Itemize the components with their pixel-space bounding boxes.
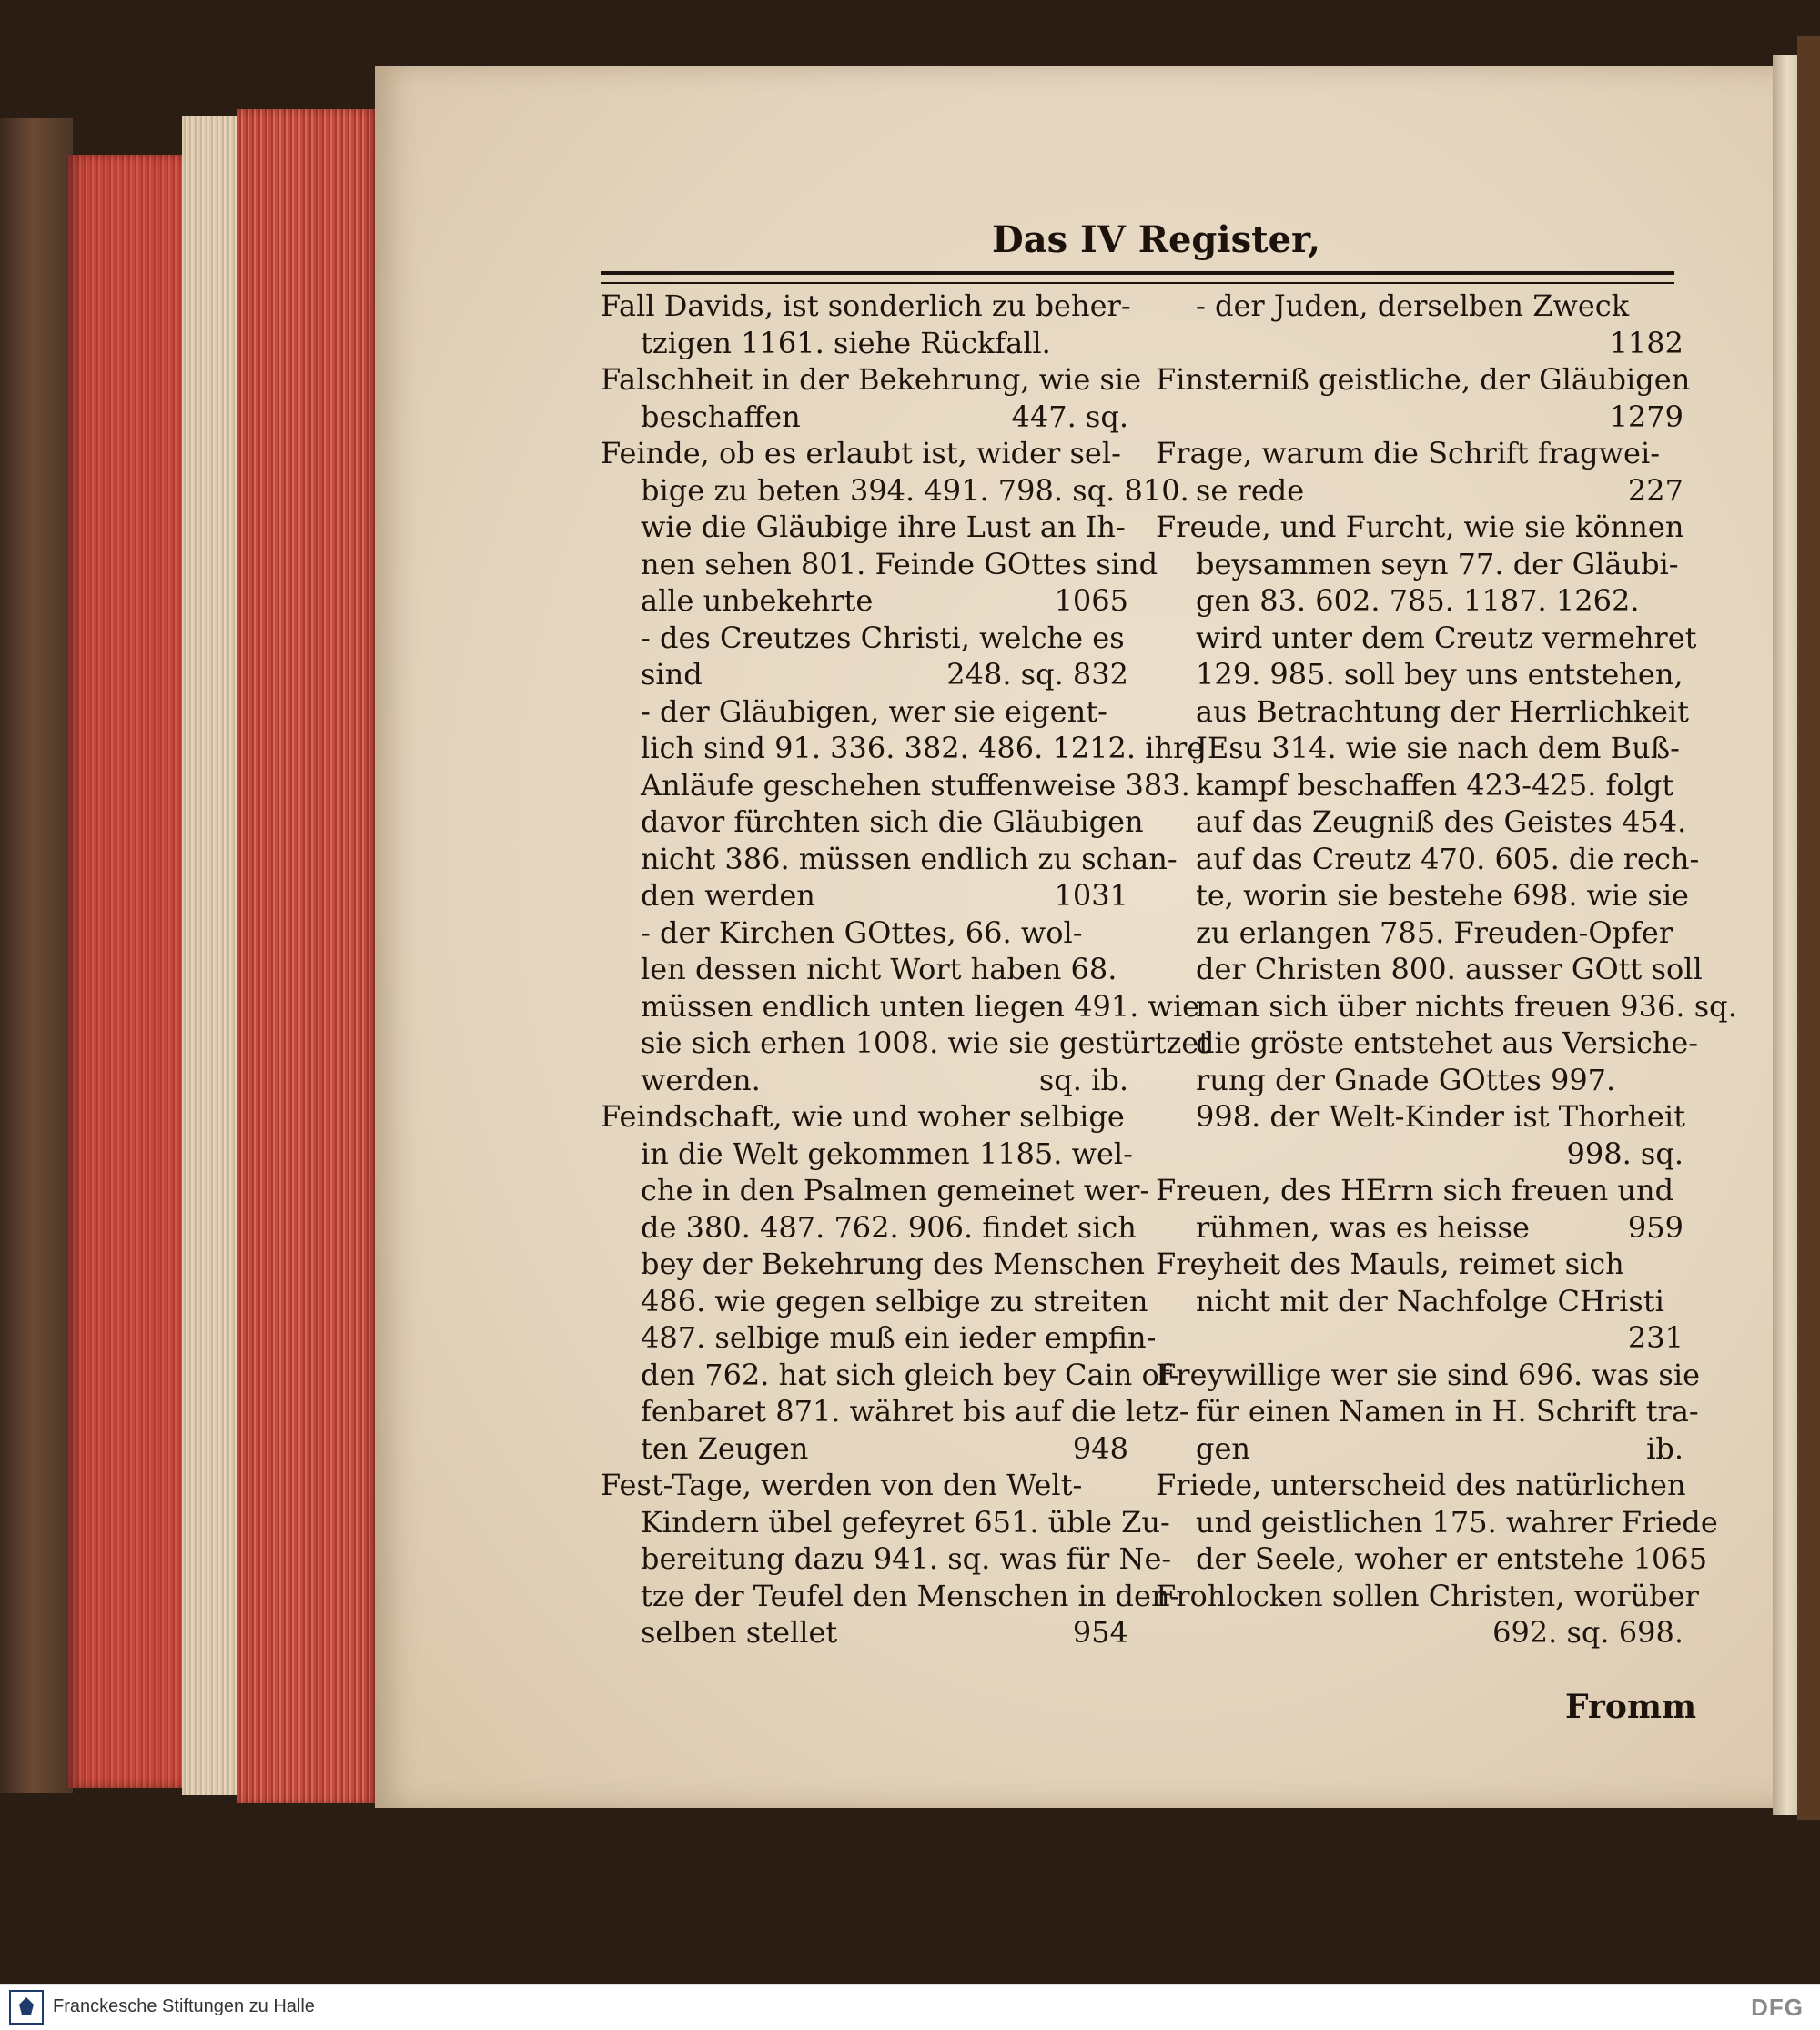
index-page-ref: sq. ib. bbox=[1038, 1062, 1128, 1097]
index-line-text: zu erlangen 785. Freuden-Opfer bbox=[1196, 914, 1673, 950]
index-line-text: Freywillige wer sie sind 696. was sie bbox=[1156, 1357, 1700, 1392]
index-line bbox=[1156, 841, 1700, 878]
index-line bbox=[1156, 1357, 1700, 1394]
index-page-ref: 1031 bbox=[1054, 878, 1128, 913]
index-line-text: Feinde, ob es erlaubt ist, wider sel- bbox=[601, 436, 1121, 470]
index-line-text: 998. sq. bbox=[1566, 1136, 1684, 1171]
index-line bbox=[601, 1136, 1133, 1173]
index-line bbox=[601, 803, 1144, 841]
index-line-text: man sich über nichts freuen 936. sq. bbox=[1196, 988, 1737, 1024]
index-line bbox=[601, 1430, 1128, 1468]
index-line bbox=[601, 877, 1128, 914]
index-line bbox=[601, 1578, 1180, 1615]
index-line bbox=[1156, 1283, 1684, 1320]
index-line bbox=[1156, 656, 1684, 693]
index-line bbox=[601, 582, 1128, 620]
index-line-text: bey der Bekehrung des Menschen bbox=[641, 1247, 1145, 1281]
index-line bbox=[1156, 1172, 1684, 1209]
index-line-text: nen sehen 801. Feinde GOttes sind bbox=[641, 546, 1158, 581]
index-line-text: 1279 bbox=[1609, 399, 1684, 434]
index-line bbox=[601, 1246, 1145, 1283]
index-line bbox=[1156, 877, 1689, 914]
index-line-text: der Seele, woher er entstehe 1065 bbox=[1196, 1541, 1708, 1576]
index-line bbox=[601, 914, 1128, 952]
index-line-text: 487. selbige muß ein ieder empfin- bbox=[641, 1320, 1157, 1355]
index-line-text: aus Betrachtung der Herrlichkeit bbox=[1196, 693, 1689, 729]
index-line-text: che in den Psalmen gemeinet wer- bbox=[641, 1173, 1150, 1207]
index-line-text: Freuen, des HErrn sich freuen und bbox=[1156, 1173, 1674, 1207]
index-line bbox=[601, 841, 1178, 878]
index-line-text: kampf beschaffen 423-425. folgt bbox=[1196, 767, 1674, 803]
index-page-ref: 948 bbox=[1072, 1430, 1128, 1466]
index-line-text: Frohlocken sollen Christen, worüber bbox=[1156, 1578, 1699, 1613]
index-line-text: lich sind 91. 336. 382. 486. 1212. ihre bbox=[641, 731, 1205, 765]
index-column-right bbox=[1156, 288, 1737, 1651]
book-cover-right bbox=[1797, 36, 1820, 1820]
index-line bbox=[1156, 1430, 1684, 1468]
index-line-text: rühmen, was es heisse bbox=[1196, 1209, 1530, 1245]
index-line bbox=[1156, 1319, 1684, 1357]
index-line-text: Freude, und Furcht, wie sie können bbox=[1156, 510, 1684, 544]
index-line-text: Fest-Tage, werden von den Welt- bbox=[601, 1468, 1083, 1502]
viewer-footer bbox=[0, 1984, 1820, 2030]
index-page-ref: 1065 bbox=[1054, 583, 1128, 618]
index-line bbox=[1156, 693, 1689, 731]
index-line bbox=[1156, 730, 1684, 767]
index-line-text: 998. der Welt-Kinder ist Thorheit bbox=[1196, 1099, 1685, 1134]
index-line bbox=[1156, 546, 1684, 583]
index-line bbox=[601, 693, 1128, 731]
index-line bbox=[601, 361, 1142, 399]
index-line bbox=[601, 1614, 1128, 1651]
index-line-text: 231 bbox=[1627, 1320, 1684, 1355]
index-line-text: bereitung dazu 941. sq. was für Ne- bbox=[641, 1541, 1172, 1576]
index-line bbox=[1156, 1578, 1699, 1615]
page-stack-red-edge bbox=[237, 109, 378, 1803]
institution-name[interactable]: Franckesche Stiftungen zu Halle bbox=[53, 1996, 315, 2016]
index-line-text: die gröste entstehet aus Versiche- bbox=[1196, 1025, 1699, 1060]
index-column-left bbox=[601, 288, 1211, 1651]
index-line bbox=[601, 1062, 1128, 1099]
index-line-text: 1182 bbox=[1609, 325, 1684, 360]
index-line-text: len dessen nicht Wort haben 68. bbox=[641, 952, 1117, 986]
index-line-text: Anläufe geschehen stuffenweise 383. bbox=[641, 767, 1190, 803]
index-line bbox=[601, 620, 1128, 657]
index-line bbox=[601, 1172, 1150, 1209]
index-line bbox=[601, 1025, 1211, 1062]
index-line bbox=[1156, 1098, 1684, 1136]
index-line-text: - der Gläubigen, wer sie eigent- bbox=[641, 693, 1107, 729]
index-line bbox=[601, 435, 1128, 472]
index-line bbox=[1156, 399, 1684, 436]
index-line-text: Frage, warum die Schrift fragwei- bbox=[1156, 436, 1660, 470]
index-line-text: JEsu 314. wie sie nach dem Buß- bbox=[1196, 731, 1680, 765]
index-line bbox=[1156, 325, 1684, 362]
index-line bbox=[601, 1098, 1128, 1136]
index-line bbox=[601, 656, 1128, 693]
index-page-ref: 447. sq. bbox=[1011, 399, 1128, 434]
index-line-text: alle unbekehrte bbox=[641, 583, 874, 618]
index-line-text: den werden bbox=[641, 878, 815, 913]
index-line-text: selben stellet bbox=[641, 1615, 838, 1650]
header-rule bbox=[601, 271, 1674, 284]
index-line-text: de 380. 487. 762. 906. findet sich bbox=[641, 1209, 1137, 1245]
index-line bbox=[1156, 435, 1684, 472]
index-line bbox=[1156, 1136, 1684, 1173]
index-line bbox=[601, 1357, 1179, 1394]
index-line-text: - des Creutzes Christi, welche es bbox=[641, 620, 1125, 655]
index-line bbox=[1156, 582, 1684, 620]
index-line bbox=[1156, 1393, 1699, 1430]
index-line-text: Friede, unterscheid des natürlichen bbox=[1156, 1468, 1686, 1502]
index-line-text: auf das Creutz 470. 605. die rech- bbox=[1196, 841, 1700, 876]
index-line bbox=[1156, 951, 1703, 988]
index-line bbox=[601, 1540, 1172, 1578]
index-line-text: und geistlichen 175. wahrer Friede bbox=[1196, 1504, 1718, 1540]
index-line bbox=[1156, 767, 1684, 804]
index-line bbox=[1156, 1614, 1684, 1651]
index-line-text: beschaffen bbox=[641, 399, 801, 434]
index-line-text: der Christen 800. ausser GOtt soll bbox=[1196, 952, 1703, 986]
index-line bbox=[601, 288, 1131, 325]
index-line-text: fenbaret 871. währet bis auf die letz- bbox=[641, 1394, 1189, 1429]
index-line-text: ten Zeugen bbox=[641, 1430, 809, 1466]
index-line bbox=[1156, 620, 1697, 657]
index-line bbox=[1156, 1540, 1708, 1578]
index-line-text: davor fürchten sich die Gläubigen bbox=[641, 804, 1144, 839]
index-line-text: se rede bbox=[1196, 472, 1305, 508]
index-line bbox=[601, 546, 1158, 583]
index-line bbox=[1156, 509, 1684, 546]
index-line-text: gen 83. 602. 785. 1187. 1262. bbox=[1196, 583, 1640, 618]
index-line bbox=[601, 951, 1128, 988]
index-line bbox=[601, 1504, 1170, 1541]
index-line-text: Falschheit in der Bekehrung, wie sie bbox=[601, 362, 1142, 397]
index-line-text: bige zu beten 394. 491. 798. sq. 810. bbox=[641, 472, 1189, 508]
index-page-ref: 227 bbox=[1627, 472, 1684, 508]
book-cover-left bbox=[0, 118, 73, 1793]
index-page-ref: 954 bbox=[1072, 1615, 1128, 1650]
index-line-text: Fall Davids, ist sonderlich zu beher- bbox=[601, 288, 1131, 323]
index-line-text: 486. wie gegen selbige zu streiten bbox=[641, 1283, 1148, 1318]
index-line bbox=[1156, 361, 1691, 399]
index-line bbox=[1156, 288, 1684, 325]
running-head: Das IV Register, bbox=[992, 218, 1321, 261]
index-line bbox=[1156, 803, 1687, 841]
index-line bbox=[1156, 1062, 1684, 1099]
index-line bbox=[601, 1393, 1189, 1430]
index-line-text: auf das Zeugniß des Geistes 454. bbox=[1196, 804, 1687, 839]
index-line bbox=[601, 325, 1128, 362]
index-line-text: werden. bbox=[641, 1062, 761, 1097]
franckesche-stiftungen-logo-icon[interactable] bbox=[9, 1990, 44, 2025]
index-page-ref: 248. sq. 832 bbox=[946, 657, 1128, 692]
index-line-text: Feindschaft, wie und woher selbige bbox=[601, 1099, 1125, 1134]
index-page-ref: 959 bbox=[1627, 1209, 1684, 1245]
index-line bbox=[1156, 988, 1737, 1025]
index-line-text: 692. sq. 698. bbox=[1492, 1615, 1684, 1650]
index-line bbox=[1156, 1025, 1699, 1062]
index-line-text: - der Kirchen GOttes, 66. wol- bbox=[641, 914, 1083, 950]
index-line-text: wird unter dem Creutz vermehret bbox=[1196, 620, 1697, 655]
index-line bbox=[1156, 1209, 1684, 1247]
index-line bbox=[601, 1209, 1137, 1247]
index-page-ref: ib. bbox=[1646, 1430, 1684, 1466]
index-line-text: sie sich erhen 1008. wie sie gestürtzet bbox=[641, 1025, 1211, 1060]
index-line-text: tze der Teufel den Menschen in den- bbox=[641, 1578, 1180, 1613]
index-line-text: den 762. hat sich gleich bey Cain of- bbox=[641, 1357, 1179, 1392]
index-line-text: nicht 386. müssen endlich zu schan- bbox=[641, 841, 1178, 876]
index-line-text: Finsterniß geistliche, der Gläubigen bbox=[1156, 362, 1691, 397]
index-line-text: te, worin sie bestehe 698. wie sie bbox=[1196, 878, 1689, 913]
index-line-text: 129. 985. soll bey uns entstehen, bbox=[1196, 657, 1684, 692]
index-line bbox=[601, 767, 1190, 804]
index-line bbox=[1156, 472, 1684, 510]
index-line-text: Kindern übel gefeyret 651. üble Zu- bbox=[641, 1504, 1170, 1540]
index-line bbox=[601, 509, 1128, 546]
index-line-text: sind bbox=[641, 657, 703, 692]
index-line bbox=[1156, 914, 1684, 952]
index-line bbox=[1156, 1246, 1684, 1283]
dfg-logo[interactable]: DFG bbox=[1751, 1994, 1804, 2021]
index-line bbox=[601, 730, 1205, 767]
index-line bbox=[601, 399, 1128, 436]
index-line bbox=[601, 1319, 1157, 1357]
index-line bbox=[601, 1467, 1128, 1504]
index-line bbox=[1156, 1467, 1684, 1504]
index-line-text: für einen Namen in H. Schrift tra- bbox=[1196, 1394, 1699, 1429]
index-line-text: nicht mit der Nachfolge CHristi bbox=[1196, 1283, 1664, 1318]
index-line-text: tzigen 1161. siehe Rückfall. bbox=[641, 325, 1051, 360]
index-line-text: rung der Gnade GOttes 997. bbox=[1196, 1062, 1616, 1097]
index-line-text: wie die Gläubige ihre Lust an Ih- bbox=[641, 510, 1126, 544]
index-line bbox=[601, 1283, 1148, 1320]
index-line bbox=[601, 988, 1200, 1025]
index-line-text: müssen endlich unten liegen 491. wie bbox=[641, 988, 1200, 1024]
index-line-text: Freyheit des Mauls, reimet sich bbox=[1156, 1247, 1624, 1281]
index-line-text: - der Juden, derselben Zweck bbox=[1196, 288, 1630, 323]
index-line-text: beysammen seyn 77. der Gläubi- bbox=[1196, 546, 1679, 581]
index-line bbox=[601, 472, 1189, 510]
book-fore-edge bbox=[68, 155, 191, 1788]
index-line bbox=[1156, 1504, 1718, 1541]
index-line-text: gen bbox=[1196, 1430, 1251, 1466]
catchword: Fromm bbox=[1565, 1688, 1697, 1726]
index-line-text: in die Welt gekommen 1185. wel- bbox=[641, 1136, 1133, 1171]
